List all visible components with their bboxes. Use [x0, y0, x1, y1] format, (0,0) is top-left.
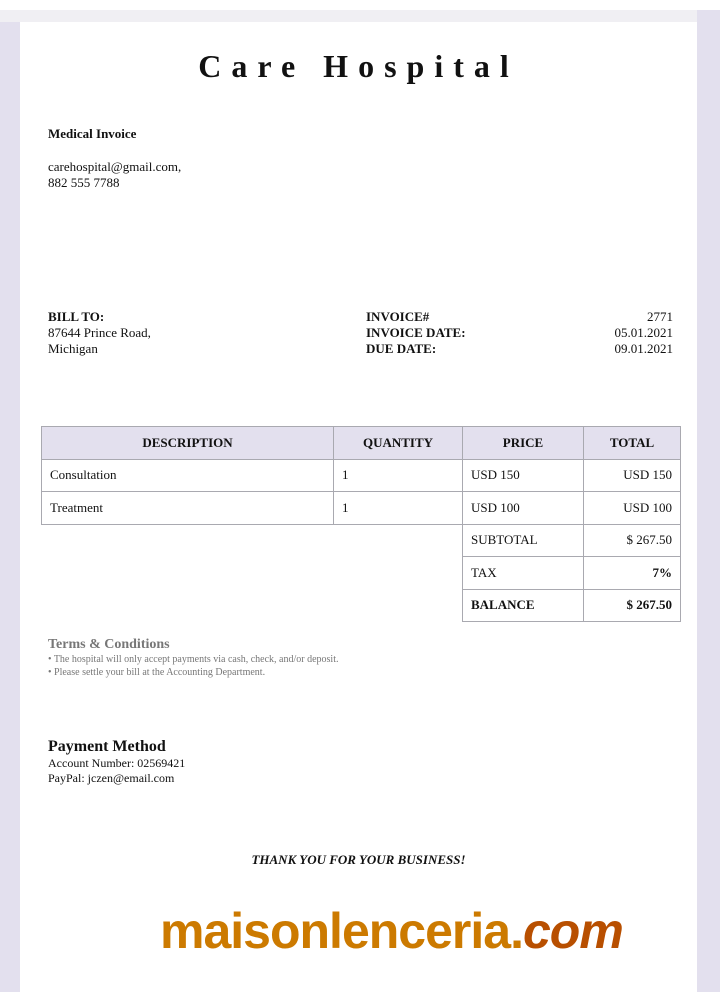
- balance-row: [42, 589, 681, 622]
- col-total: TOTAL: [584, 427, 681, 460]
- address-line-2: Michigan: [48, 341, 98, 356]
- cell-description: Consultation: [42, 459, 334, 492]
- bill-to-label: BILL TO:: [48, 309, 105, 324]
- due-date: 09.01.2021: [614, 341, 673, 356]
- terms-item: Please settle your bill at the Accounting Department.: [54, 667, 266, 678]
- due-date-label: DUE DATE:: [366, 341, 437, 356]
- subtitle: Medical Invoice: [48, 126, 137, 141]
- thank-you: THANK YOU FOR YOUR BUSINESS!: [251, 852, 466, 867]
- watermark: maisonlenceria.com: [160, 903, 623, 959]
- items-table: [41, 426, 681, 622]
- phone: 882 555 7788: [48, 175, 120, 190]
- payment-method: [48, 738, 185, 786]
- col-price: PRICE: [463, 427, 584, 460]
- table-header: [42, 427, 681, 460]
- cell-total: USD 150: [584, 459, 681, 492]
- page-title: Care Hospital: [198, 48, 519, 84]
- paypal: PayPal: jczen@email.com: [48, 771, 175, 785]
- cell-quantity: 1: [334, 492, 463, 525]
- top-strip: [0, 10, 720, 22]
- cell-total: USD 100: [584, 492, 681, 525]
- invoice-date: 05.01.2021: [614, 325, 673, 340]
- balance-label: BALANCE: [463, 589, 584, 622]
- email: carehospital@gmail.com,: [48, 159, 182, 174]
- subtotal-value: $ 267.50: [584, 524, 681, 557]
- bill-to: [48, 309, 151, 357]
- invoice-meta: [366, 309, 673, 357]
- col-quantity: QUANTITY: [334, 427, 463, 460]
- payment-title: Payment Method: [48, 738, 166, 755]
- tax-row: [42, 557, 681, 590]
- table-row: [42, 459, 681, 492]
- tax-value: 7%: [584, 557, 681, 590]
- invoice-number: 2771: [647, 309, 673, 324]
- contact: [48, 159, 181, 191]
- right-margin: [697, 10, 720, 992]
- terms-title: Terms & Conditions: [48, 637, 170, 652]
- terms-item: The hospital will only accept payments via cash, check, and/or deposit.: [53, 654, 339, 665]
- subtotal-label: SUBTOTAL: [463, 524, 584, 557]
- cell-description: Treatment: [42, 492, 334, 525]
- account-number: Account Number: 02569421: [48, 756, 186, 770]
- address-line-1: 87644 Prince Road,: [48, 325, 151, 340]
- terms: Terms & Conditions • The hospital will only accept payments via cash, check, and/or deposit. • Please settle your bill at the Accounting Department.: [48, 637, 339, 678]
- balance-value: $ 267.50: [584, 589, 681, 622]
- cell-price: USD 150: [463, 459, 584, 492]
- subtotal-row: [42, 524, 681, 557]
- table-row: [42, 492, 681, 525]
- col-description: DESCRIPTION: [42, 427, 334, 460]
- invoice-page: [20, 22, 697, 992]
- invoice-number-label: INVOICE#: [366, 309, 430, 324]
- cell-quantity: 1: [334, 459, 463, 492]
- invoice-date-label: INVOICE DATE:: [366, 325, 466, 340]
- left-margin: [0, 22, 20, 992]
- cell-price: USD 100: [463, 492, 584, 525]
- tax-label: TAX: [463, 557, 584, 590]
